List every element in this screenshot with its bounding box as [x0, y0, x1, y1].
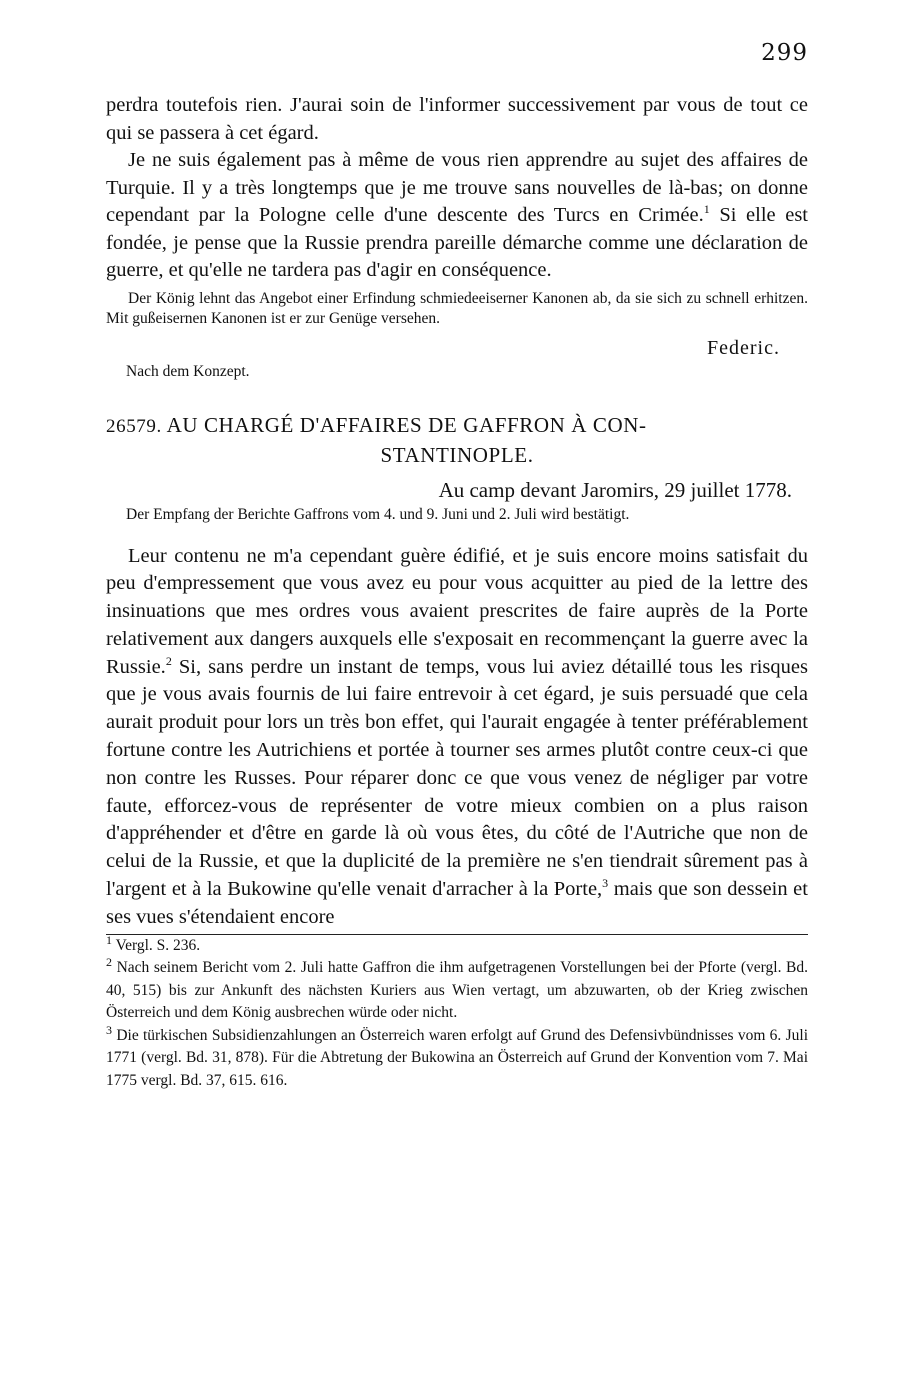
letter-heading	[106, 410, 808, 442]
footnotes	[106, 932, 809, 1093]
paragraph-text: mais que son dessein et ses vues s'étendaient encore	[106, 878, 808, 928]
paragraph-text: perdra toutefois rien. J'aurai soin de l'informer successivement par vous de tout ce qui se passera à cet égard.	[106, 94, 808, 144]
signature: Federic.	[707, 336, 780, 359]
source-note: Nach dem Konzept.	[126, 362, 250, 380]
paragraph	[106, 92, 808, 147]
german-summary: Der Empfang der Berichte Gaffrons vom 4. und 9. Juni und 2. Juli wird bestätigt.	[126, 505, 630, 523]
paragraph	[106, 147, 808, 285]
footnote-text: Nach seinem Bericht vom 2. Juli hatte Gaffron die ihm aufgetragenen Vorstellungen bei der Pforte (vergl. Bd. 40, 515) bis zur Ankunft des nächsten Kuriers aus Wien vertagt, um abzuwarten, ob der Krieg zwischen Österreich und dem König ausbrechen würde oder nicht.	[106, 959, 808, 1022]
footnote-mark: 1	[106, 932, 112, 947]
footnote	[106, 1022, 809, 1093]
letter-title: AU CHARGÉ D'AFFAIRES DE GAFFRON À CON-	[166, 412, 647, 437]
footnote-text: Die türkischen Subsidienzahlungen an Österreich waren erfolgt auf Grund des Defensivbündnisses vom 6. Juli 1771 (vergl. Bd. 31, 878). Für die Abtretung der Bukowina an Österreich auf Grund der Konvention vom 7. Mai 1775 vergl. Bd. 37, 615. 616.	[106, 1026, 809, 1089]
dateline: Au camp devant Jaromirs, 29 juillet 1778.	[438, 477, 792, 502]
main-text	[106, 92, 808, 1092]
footnote-text: Vergl. S. 236.	[115, 936, 201, 954]
footnote-mark: 3	[106, 1022, 112, 1037]
page-number: 299	[761, 40, 808, 66]
letter-body	[106, 543, 808, 932]
paragraph-text: Je ne suis également pas à même de vous rien apprendre au sujet des affaires de Turquie. Il y a très longtemps que je me trouve sans nouvelles de là-bas; on donne cependant par la Pologne celle d'une descente des Turcs en Crimée.	[106, 149, 808, 226]
german-summary: Der König lehnt das Angebot einer Erfindung schmiedeeiserner Kanonen ab, da sie sich zu schnell erhitzen. Mit gußeisernen Kanonen ist er zur Genüge versehen.	[106, 289, 808, 327]
paragraph-text: Si, sans perdre un instant de temps, vous lui aviez détaillé tous les risques que je vous avais fournis de lui faire entrevoir à cet égard, je suis persuadé que cela aurait produit pour lors un très bon effet, qui l'aurait engagée à tenter préférablement fortune contre les Autrichiens et portée à tourner ses armes plutôt contre ceux-ci que non contre les Russes. Pour réparer donc ce que vous venez de négliger par votre faute, efforcez-vous de représenter de votre mieux combien on a plus raison d'appréhender et d'être en garde là où vous êtes, du côté de l'Autriche que non de celui de la Russie, et que la duplicité de la première ne s'en tiendrait sûrement pas à l'argent et à la Bukowine qu'elle venait d'arracher à la Porte,	[106, 655, 808, 901]
paragraph-text: Si elle est fondée, je pense que la Russie prendra pareille démarche comme une déclaration de guerre, et qu'elle ne tardera pas d'agir en conséquence.	[106, 204, 808, 281]
footnote	[106, 957, 808, 1025]
footnote-ref[interactable]: 3	[602, 876, 609, 891]
paragraph-text: Leur contenu ne m'a cependant guère édifié, et je suis encore moins satisfait du peu d'empressement que vous avez eu pour vous acquitter au pied de la lettre des insinuations que mes ordres vous avaient prescrites de faire auprès de la Porte relativement aux dangers auxquels elle s'exposait en recommençant la guerre avec la Russie.	[106, 544, 808, 678]
footnote-mark: 2	[106, 955, 112, 969]
letter-number: 26579.	[106, 415, 162, 437]
letter-title-cont: STANTINOPLE.	[380, 442, 534, 467]
footnote	[106, 932, 808, 958]
footnote-ref[interactable]: 2	[165, 653, 172, 668]
footnote-ref[interactable]: 1	[703, 202, 710, 217]
